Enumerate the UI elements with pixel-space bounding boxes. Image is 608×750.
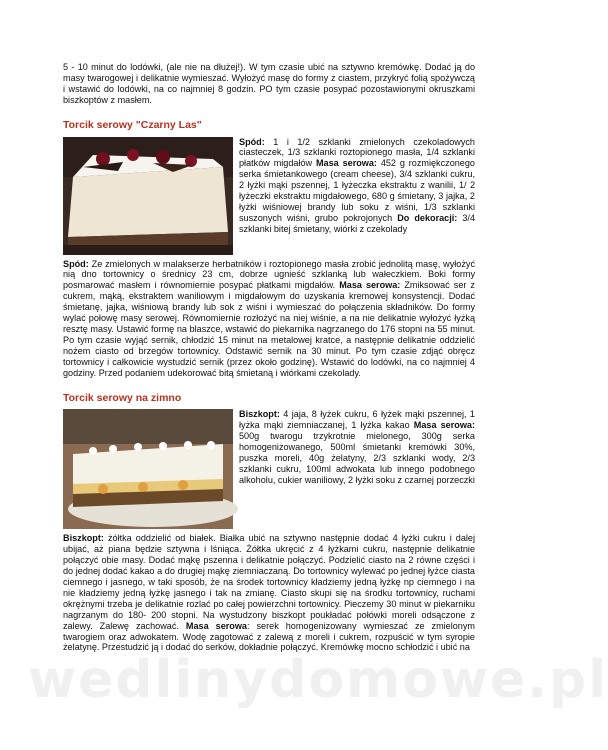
recipe1-title: Torcik serowy "Czarny Las" [63,118,202,131]
dekoracja-ingredients: 3/4 szklanki bitej śmietany, wiórki z czekolady [239,212,476,234]
masa2-ingredients: 500g twarogu trzykrotnie mielonego, 300g serka homogenizowanego, 500ml śmietanki kremówki 30%, puszka moreli, 40g żelatyny, 2/3 szklanki wody, 2/3 szklanki cukru, 100ml adwokata lub innego podobnego alkoholu, cukier waniliowy, 2 łyżki soku z czarnej porzeczki [239,431,475,485]
intro-paragraph: 5 - 10 minut do lodówki, (ale nie na dłużej!). W tym czasie ubić na sztywno kremówkę. Dodać ją do masy twarogowej i delikatnie wymieszać. Wyłożyć masę do formy z ciastem, przykryć folią spożywczą i wstawić do lodówki, na co najmniej 8 godzin. PO tym czasie posypać pozostawionymi okruszkami biszkoptów z masłem. [63,62,475,105]
masa-label: Masa serowa: [315,158,377,169]
recipe2-header-row [63,409,475,529]
method-biszkopt-text: żółtka oddzielić od białek. Białka ubić na sztywno następnie dodać 4 łyżki cukru i dalej ubijać, aż piana będzie sztywna i lśniąca. Żółtka ukręcić z 4 łyżkami cukru, następnie delikatnie połączyć obie masy. Dodać mąkę pszenna i delikatnie połączyć. Podzielić ciasto na 2 równe części i do jednej dodać kakao a do drugiej mąkę ziemniaczaną. Do tortownicy wylewać po jednej łyżce ciasta ciemnego i jasnego, w taki sposób, że na środek tortownicy kładziemy jedną łyżkę np ciemnego i na nie kładziemy jedną łyżkę jasnego i tak na zmianę. Ciasto skupi się na środku tortownicy, ruchami okrężnymi trzeba je delikatnie rozlać po całej powierzchni tortownicy. Pieczemy 30 minut w piekarniku nagrzanym do 180- 200 stopni. Na wystudzony biszkopt poukładać połówki moreli odsączone z zalewy. Zalewę zachować. [63,533,475,631]
recipe2-photo [63,409,233,529]
biszkopt-ingredients: 4 jaja, 8 łyżek cukru, 6 łyżek mąki pszennej, 1 łyżka mąki ziemniaczanej, 1 łyżka kakao [239,409,475,431]
method-masa-text: Zmiksować ser z cukrem, mąką, ekstraktem waniliowym i migdałowym do uzyskania kremowej konsystencji. Dodać śmietanę, jajka, wiśniową brandy lub sok z wiśni i wymieszać do połączenia składników. Do formy wylać połowę masy serowej. Równomiernie rozłożyć na niej wiśnie, a na nie delikatnie wyłożyć łyżką resztę masy. Ustawić formę na blaszce, wstawić do piekarnika nagrzanego do 176 stopni na 55 minut. Po tym czasie wyjąć sernik, chłodzić 15 minut na metalowej kratce, a następnie delikatnie oddzielić nożem ciasto od brzegów tortownicy. Odstawić sernik na 30 minut. Po tym czasie zdjąć obręcz tortownicy i całkowicie wystudzić sernik (przez około godzinę). Wstawić do lodówki, na co najmniej 4 godziny. Przed podaniem udekorować bitą śmietaną i wiórkami czekolady. [63,280,475,378]
method-biszkopt-label: Biszkopt: [63,533,104,544]
recipe1-method [63,259,475,379]
dekoracja-label: Do dekoracji: [397,212,458,223]
recipe2-method [63,533,475,653]
masa-ingredients: 452 g rozmiękczonego serka śmietankowego (cream cheese), 3/4 szklanki cukru, 2 łyżki mąki pszennej, 1 łyżeczka ekstraktu z wanilii, 1/ 2 łyżeczki ekstraktu migdałowego, 680 g śmietany, 3 jajka, 2 łyżki wiśniowej brandy lub soku z wiśni, 1/3 szklanki suszonych wiśni, grubo pokrojonych [239,158,475,223]
recipe1-photo [63,137,233,255]
method-spod-text: Ze zmielonych w malakserze herbatników i roztopionego masła zrobić jednolitą masę, wyłożyć nią dno tortownicy o średnicy 23 cm, dobrze ugnieść szklanką lub wałeczkiem. Boki formy posmarować masłem i równomiernie posypać płatkami migdałów. [63,258,475,291]
recipe2-title: Torcik serowy na zimno [63,391,182,404]
method-masa2-text: : serek homogenizowany wymieszać ze zmielonym twarogiem oraz adwokatem. Wodę zagotować z zalewą z moreli i cukrem, rozpuścić w tym syropie żelatynę. Przestudzić ją i dodać do serków, dokładnie połączyć. Kremówkę mocno schłodzić i ubić na [63,620,475,653]
watermark: wedlinydomowe.pl [28,650,608,710]
biszkopt-label: Biszkopt: [239,409,280,420]
spod-ingredients: 1 i 1/2 szklanki zmielonych czekoladowych ciasteczek, 1/3 szklanki roztopionego masła, 1/4 szklanki płatków migdałów [239,136,475,169]
recipe1-ingredients [239,137,475,255]
recipe2-ingredients [239,409,475,529]
method-spod-label: Spód: [63,258,89,269]
document-page [63,62,475,653]
spod-label: Spód: [239,136,265,147]
masa2-label: Masa serowa: [413,420,475,431]
method-masa-label: Masa serowa: [339,280,401,291]
recipe1-header-row [63,137,475,255]
method-masa2-label: Masa serowa [185,620,247,631]
